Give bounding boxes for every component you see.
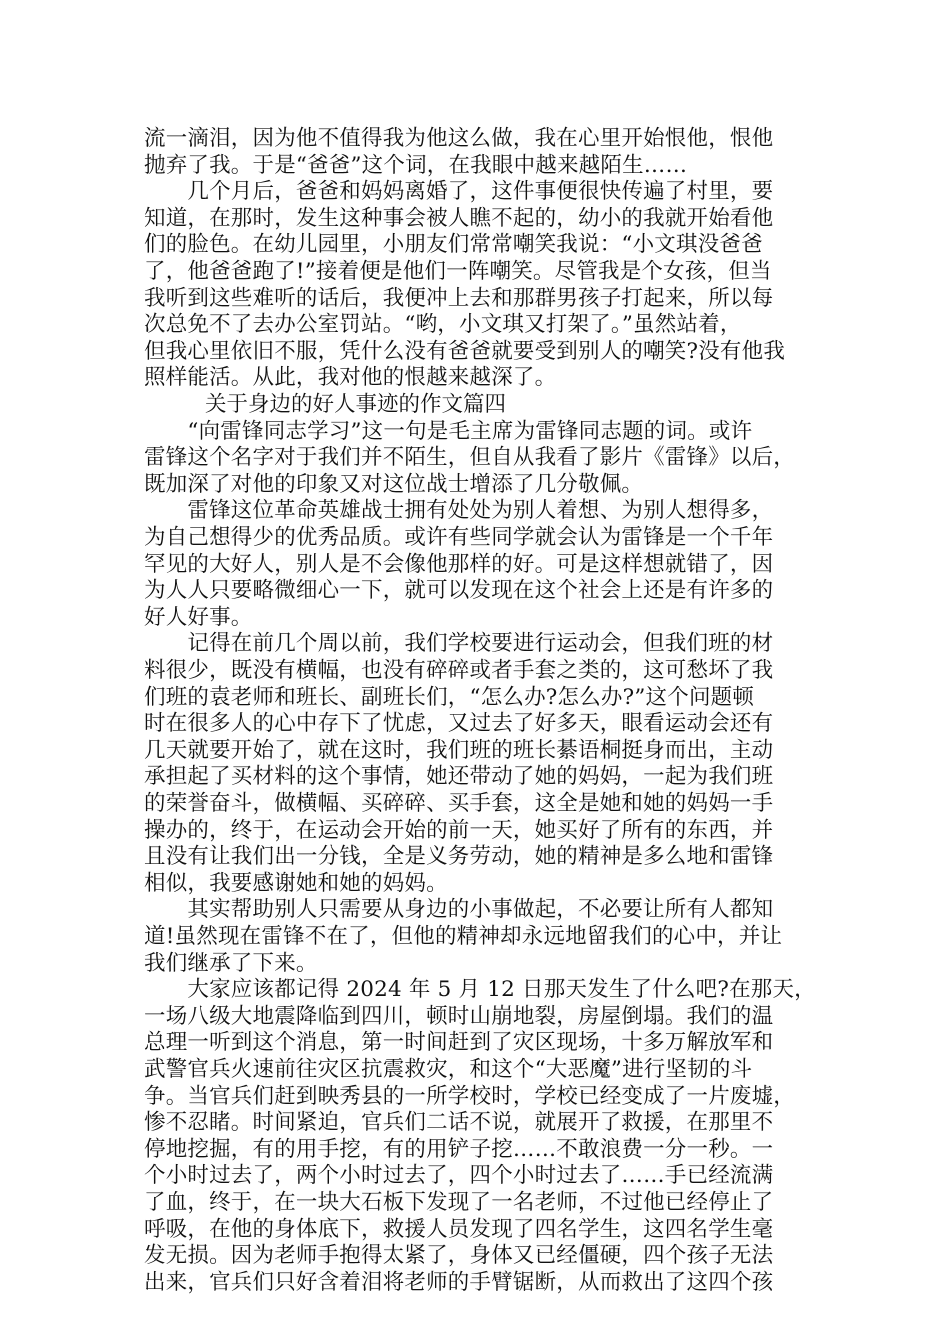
text-line: 们的脸色。在幼儿园里，小朋友们常常嘲笑我说：“小文琪没爸爸 bbox=[144, 232, 763, 258]
text-line: 个小时过去了，两个小时过去了，四个小时过去了……手已经流满 bbox=[144, 1163, 774, 1189]
text-line: 但我心里依旧不服，凭什么没有爸爸就要受到别人的嘲笑?没有他我 bbox=[144, 338, 786, 364]
text-line: 我们继承了下来。 bbox=[144, 950, 318, 976]
text-line: 呼吸，在他的身体底下，救援人员发现了四名学生，这四名学生毫 bbox=[144, 1216, 774, 1242]
text-line: 罕见的大好人，别人是不会像他那样的好。可是这样想就错了，因 bbox=[144, 551, 774, 577]
text-line: 照样能活。从此，我对他的恨越来越深了。 bbox=[144, 365, 557, 391]
text-line: 道!虽然现在雷锋不在了，但他的精神却永远地留我们的心中，并让 bbox=[144, 924, 783, 949]
text-line: 几天就要开始了，就在这时，我们班的班长綦语桐挺身而出，主动 bbox=[144, 737, 774, 763]
text-line: 了血，终于，在一块大石板下发现了一名老师，不过他已经停止了 bbox=[144, 1190, 774, 1215]
text-line: 武警官兵火速前往灾区抗震救灾，和这个“大恶魔”进行坚韧的斗 bbox=[144, 1057, 753, 1082]
text-line: 停地挖掘，有的用手挖，有的用铲子挖……不敢浪费一分一秒。一 bbox=[144, 1136, 774, 1162]
text-line: 一场八级大地震降临到四川，顿时山崩地裂，房屋倒塌。我们的温 bbox=[144, 1003, 774, 1029]
text-line: 的荣誉奋斗，做横幅、买碎碎、买手套，这全是她和她的妈妈一手 bbox=[144, 791, 774, 816]
text-line: 雷锋这个名字对于我们并不陌生，但自从我看了影片《雷锋》以后， bbox=[144, 445, 796, 471]
text-line: 知道，在那时，发生这种事会被人瞧不起的，幼小的我就开始看他 bbox=[144, 205, 774, 231]
text-line: 时在很多人的心中存下了忧虑，又过去了好多天，眼看运动会还有 bbox=[144, 711, 774, 737]
text-line: 抛弃了我。于是“爸爸”这个词，在我眼中越来越陌生…… bbox=[144, 152, 688, 178]
text-line: 几个月后，爸爸和妈妈离婚了，这件事便很快传遍了村里，要 bbox=[144, 179, 774, 205]
text-line: 为自己想得少的优秀品质。或许有些同学就会认为雷锋是一个千年 bbox=[144, 525, 774, 550]
section-heading: 关于身边的好人事迹的作文篇四 bbox=[205, 392, 507, 417]
text-line: 们班的袁老师和班长、副班长们，“怎么办?怎么办?”这个问题顿 bbox=[144, 684, 755, 710]
text-line: 承担起了买材料的这个事情，她还带动了她的妈妈，一起为我们班 bbox=[144, 764, 774, 790]
text-line: 出来，官兵们只好含着泪将老师的手臂锯断，从而救出了这四个孩 bbox=[144, 1269, 774, 1295]
text-line: 料很少，既没有横幅，也没有碎碎或者手套之类的，这可愁坏了我 bbox=[144, 658, 774, 683]
text-line: 既加深了对他的印象又对这位战士增添了几分敬佩。 bbox=[144, 471, 644, 497]
text-line: 记得在前几个周以前，我们学校要进行运动会，但我们班的材 bbox=[144, 631, 774, 657]
text-line: 惨不忍睹。时间紧迫，官兵们二话不说，就展开了救援，在那里不 bbox=[144, 1110, 774, 1136]
text-line: 我听到这些难听的话后，我便冲上去和那群男孩子打起来，所以每 bbox=[144, 285, 774, 311]
text-line: 次总免不了去办公室罚站。“哟，小文琪又打架了。”虽然站着， bbox=[144, 312, 742, 338]
text-line: 好人好事。 bbox=[144, 604, 253, 630]
text-line: 总理一听到这个消息，第一时间赶到了灾区现场，十多万解放军和 bbox=[144, 1030, 774, 1056]
text-line: 相似，我要感谢她和她的妈妈。 bbox=[144, 870, 448, 896]
text-line: 了，他爸爸跑了!”接着便是他们一阵嘲笑。尽管我是个女孩，但当 bbox=[144, 259, 772, 284]
text-line: 大家应该都记得 2024 年 5 月 12 日那天发生了什么吧?在那天， bbox=[144, 977, 816, 1003]
text-line: 发无损。因为老师手抱得太紧了，身体又已经僵硬，四个孩子无法 bbox=[144, 1243, 774, 1269]
text-line: 为人人只要略微细心一下，就可以发现在这个社会上还是有许多的 bbox=[144, 578, 774, 604]
text-line: “向雷锋同志学习”这一句是毛主席为雷锋同志题的词。或许 bbox=[144, 418, 753, 444]
text-line: 争。当官兵们赶到映秀县的一所学校时，学校已经变成了一片废墟， bbox=[144, 1083, 796, 1109]
text-line: 雷锋这位革命英雄战士拥有处处为别人着想、为别人想得多， bbox=[144, 498, 774, 524]
text-line: 流一滴泪，因为他不值得我为他这么做，我在心里开始恨他，恨他 bbox=[144, 126, 774, 151]
text-line: 其实帮助别人只需要从身边的小事做起，不必要让所有人都知 bbox=[144, 897, 774, 923]
text-line: 且没有让我们出一分钱，全是义务劳动，她的精神是多么地和雷锋 bbox=[144, 844, 774, 870]
text-line: 操办的，终于，在运动会开始的前一天，她买好了所有的东西，并 bbox=[144, 817, 774, 843]
